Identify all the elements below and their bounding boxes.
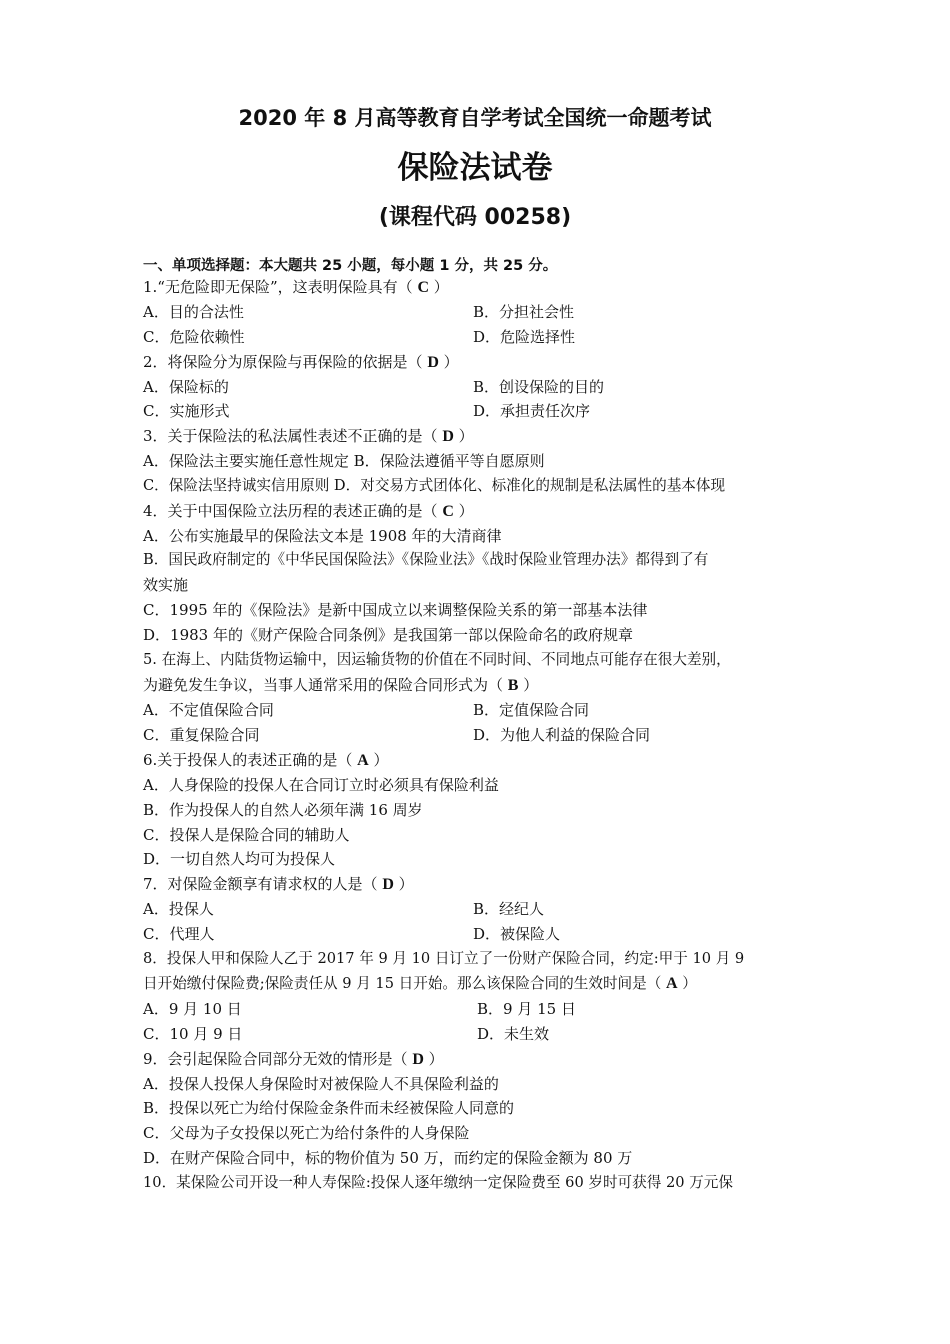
question-4: 4．关于中国保险立法历程的表述正确的是（ C ） <box>143 502 474 520</box>
option-c: C．投保人是保险合同的辅助人 <box>143 826 350 844</box>
answer-8: A <box>665 975 678 992</box>
answer-7: D <box>382 876 394 893</box>
course-code: (课程代码 00258) <box>378 205 572 230</box>
option-d: D．承担责任次序 <box>473 402 591 420</box>
option-a: A．投保人 <box>143 900 214 918</box>
question-2: 2．将保险分为原保险与再保险的依据是（ D ） <box>143 353 459 371</box>
option-a: A．公布实施最早的保险法文本是 1908 年的大清商律 <box>143 527 502 545</box>
option-c: C．危险依赖性 <box>143 328 245 346</box>
answer-4: C <box>442 503 454 520</box>
option-a: A．人身保险的投保人在合同订立时必须具有保险利益 <box>143 776 499 794</box>
option-d: D．未生效 <box>477 1025 550 1043</box>
option-c: C．重复保险合同 <box>143 726 260 744</box>
section-heading: 一、单项选择题：本大题共 25 小题，每小题 1 分，共 25 分。 <box>143 258 558 274</box>
answer-1: C <box>417 279 429 296</box>
question-7: 7．对保险金额享有请求权的人是（ D ） <box>143 875 414 893</box>
option-c: C．父母为子女投保以死亡为给付条件的人身保险 <box>143 1124 470 1142</box>
option-b: B．作为投保人的自然人必须年满 16 周岁 <box>143 801 423 819</box>
option-a: A．9 月 10 日 <box>143 1000 242 1018</box>
option-d: D．在财产保险合同中，标的物价值为 50 万，而约定的保险金额为 80 万 <box>143 1149 633 1167</box>
option-a: A．投保人投保人身保险时对被保险人不具保险利益的 <box>143 1075 499 1093</box>
option-a: A．不定值保险合同 <box>143 701 274 719</box>
question-8: 8．投保人甲和保险人乙于 2017 年 9 月 10 日订立了一份财产保险合同，约定:甲于 10 月 9 <box>143 950 745 967</box>
question-8-continued: 日开始缴付保险费;保险责任从 9 月 15 日开始。那么该保险合同的生效时间是（ A ） <box>143 975 697 992</box>
answer-5: B <box>507 677 519 694</box>
answer-9: D <box>412 1051 424 1068</box>
answer-6: A <box>357 752 369 769</box>
option-ab: A．保险法主要实施任意性规定 B．保险法遵循平等自愿原则 <box>143 452 545 470</box>
option-b: B．分担社会性 <box>473 303 575 321</box>
question-9: 9．会引起保险合同部分无效的情形是（ D ） <box>143 1050 444 1068</box>
question-6: 6.关于投保人的表述正确的是（ A ） <box>143 751 389 769</box>
option-b: B．创设保险的目的 <box>473 378 605 396</box>
option-b: B．国民政府制定的《中华民国保险法》《保险业法》《战时保险业管理办法》都得到了有 <box>143 551 709 568</box>
option-b: B．定值保险合同 <box>473 701 590 719</box>
option-b: B．9 月 15 日 <box>477 1000 576 1018</box>
question-5-continued: 为避免发生争议，当事人通常采用的保险合同形式为（ B ） <box>143 676 539 694</box>
option-c: C．实施形式 <box>143 402 230 420</box>
option-d: D．一切自然人均可为投保人 <box>143 850 336 868</box>
option-d: D．为他人利益的保险合同 <box>473 726 651 744</box>
question-1: 1.“无危险即无保险”，这表明保险具有（ C ） <box>143 278 449 296</box>
option-d: D．1983 年的《财产保险合同条例》是我国第一部以保险命名的政府规章 <box>143 626 633 644</box>
question-5: 5. 在海上、内陆货物运输中，因运输货物的价值在不同时间、不同地点可能存在很大差别， <box>143 651 731 668</box>
option-c: C．1995 年的《保险法》是新中国成立以来调整保险关系的第一部基本法律 <box>143 601 648 619</box>
answer-2: D <box>427 354 439 371</box>
question-10: 10．某保险公司开设一种人寿保险:投保人逐年缴纳一定保险费至 60 岁时可获得 20 万元保 <box>143 1174 733 1191</box>
option-a: A．保险标的 <box>143 378 229 396</box>
option-b: B．经纪人 <box>473 900 545 918</box>
option-b: B．投保以死亡为给付保险金条件而未经被保险人同意的 <box>143 1099 515 1117</box>
option-d: D．危险选择性 <box>473 328 576 346</box>
option-c: C．10 月 9 日 <box>143 1025 243 1043</box>
option-d: D．被保险人 <box>473 925 561 943</box>
exam-header-title: 2020 年 8 月高等教育自学考试全国统一命题考试 <box>238 106 712 130</box>
option-b-continued: 效实施 <box>143 576 189 594</box>
answer-3: D <box>442 428 454 445</box>
exam-subject-title: 保险法试卷 <box>397 150 553 186</box>
option-a: A．目的合法性 <box>143 303 244 321</box>
option-cd: C．保险法坚持诚实信用原则 D．对交易方式团体化、标准化的规制是私法属性的基本体现 <box>143 477 726 494</box>
question-3: 3．关于保险法的私法属性表述不正确的是（ D ） <box>143 427 474 445</box>
option-c: C．代理人 <box>143 925 215 943</box>
